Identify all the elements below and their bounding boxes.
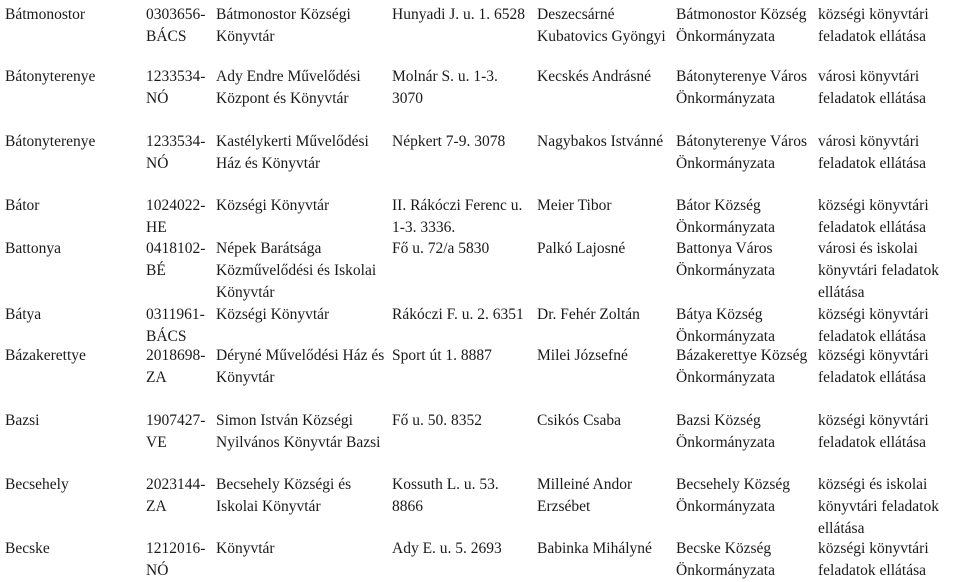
code-county: BÁCS (146, 328, 187, 345)
task-cell: községi és iskolai könyvtári feladatok ellátása (818, 476, 939, 537)
code-cell (146, 345, 214, 389)
town-cell: Bátonyterenye (5, 133, 96, 150)
code-county: BÉ (146, 262, 166, 279)
library-name-cell: Ady Endre Művelődési Központ és Könyvtár (216, 68, 361, 107)
code-cell (146, 410, 214, 454)
director-cell: Csikós Csaba (537, 412, 621, 429)
address-cell: Fő u. 72/a 5830 (392, 240, 490, 257)
code-number: 2018698- (146, 347, 206, 364)
address-cell: Hunyadi J. u. 1. 6528 (392, 6, 526, 23)
director-cell: Deszecsárné Kubatovics Gyöngyi (537, 6, 666, 45)
code-cell (146, 66, 214, 110)
operator-cell: Bátonyterenye Város Önkormányzata (676, 133, 807, 172)
task-cell: községi könyvtári feladatok ellátása (818, 6, 929, 45)
library-name-cell: Kastélykerti Művelődési Ház és Könyvtár (216, 133, 369, 172)
operator-cell: Bátmonostor Község Önkormányzata (676, 6, 807, 45)
task-cell: községi könyvtári feladatok ellátása (818, 412, 929, 451)
code-number: 0418102- (146, 240, 206, 257)
task-cell: városi könyvtári feladatok ellátása (818, 133, 927, 172)
operator-cell: Becske Község Önkormányzata (676, 540, 775, 579)
code-county: NÓ (146, 155, 169, 172)
address-cell: Sport út 1. 8887 (392, 347, 492, 364)
code-number: 1233534- (146, 68, 206, 85)
town-cell: Bátmonostor (5, 6, 86, 23)
town-cell: Battonya (5, 240, 61, 257)
code-cell (146, 4, 214, 48)
library-name-cell: Déryné Művelődési Ház és Könyvtár (216, 347, 385, 386)
operator-cell: Bázakerettye Község Önkormányzata (676, 347, 808, 386)
task-cell: városi könyvtári feladatok ellátása (818, 68, 927, 107)
address-cell: II. Rákóczi Ferenc u. 1-3. 3336. (392, 197, 523, 236)
code-cell (146, 474, 214, 518)
address-cell: Kossuth L. u. 53. 8866 (392, 476, 499, 515)
library-name-cell: Községi Könyvtár (216, 306, 330, 323)
address-cell: Rákóczi F. u. 2. 6351 (392, 306, 524, 323)
town-cell: Bátya (5, 306, 42, 323)
director-cell: Meier Tibor (537, 197, 612, 214)
code-county: NÓ (146, 90, 169, 107)
task-cell: városi és iskolai könyvtári feladatok ellátása (818, 240, 939, 301)
code-county: ZA (146, 369, 167, 386)
operator-cell: Bátor Község Önkormányzata (676, 197, 775, 236)
code-number: 2023144- (146, 476, 206, 493)
library-name-cell: Becsehely Községi és Iskolai Könyvtár (216, 476, 352, 515)
town-cell: Bátonyterenye (5, 68, 96, 85)
code-cell (146, 195, 214, 239)
task-cell: községi könyvtári feladatok ellátása (818, 540, 929, 579)
task-cell: községi könyvtári feladatok ellátása (818, 306, 929, 345)
code-number: 1024022- (146, 197, 206, 214)
task-cell: községi könyvtári feladatok ellátása (818, 197, 929, 236)
operator-cell: Becsehely Község Önkormányzata (676, 476, 791, 515)
director-cell: Dr. Fehér Zoltán (537, 306, 640, 323)
town-cell: Becske (5, 540, 50, 557)
address-cell: Ady E. u. 5. 2693 (392, 540, 502, 557)
library-name-cell: Könyvtár (216, 540, 275, 557)
operator-cell: Battonya Város Önkormányzata (676, 240, 775, 279)
code-county: ZA (146, 498, 167, 515)
library-name-cell: Simon István Községi Nyilvános Könyvtár Bazsi (216, 412, 381, 451)
director-cell: Kecskés Andrásné (537, 68, 652, 85)
code-cell (146, 238, 214, 282)
code-number: 1212016- (146, 540, 206, 557)
town-cell: Bázakerettye (5, 347, 86, 364)
code-number: 0311961- (146, 306, 205, 323)
director-cell: Babinka Mihályné (537, 540, 652, 557)
town-cell: Bátor (5, 197, 40, 214)
code-county: NÓ (146, 562, 169, 579)
code-county: BÁCS (146, 28, 187, 45)
code-cell (146, 538, 214, 582)
director-cell: Milei Józsefné (537, 347, 628, 364)
director-cell: Nagybakos Istvánné (537, 133, 664, 150)
operator-cell: Bátonyterenye Város Önkormányzata (676, 68, 807, 107)
director-cell: Palkó Lajosné (537, 240, 626, 257)
director-cell: Milleiné Andor Erzsébet (537, 476, 633, 515)
library-name-cell: Bátmonostor Községi Könyvtár (216, 6, 351, 45)
code-cell (146, 304, 214, 348)
task-cell: községi könyvtári feladatok ellátása (818, 347, 929, 386)
code-number: 1907427- (146, 412, 206, 429)
operator-cell: Bátya Község Önkormányzata (676, 306, 775, 345)
address-cell: Molnár S. u. 1-3. 3070 (392, 68, 498, 107)
town-cell: Becsehely (5, 476, 69, 493)
code-number: 0303656- (146, 6, 206, 23)
address-cell: Fő u. 50. 8352 (392, 412, 482, 429)
library-name-cell: Népek Barátsága Közművelődési és Iskolai Könyvtár (216, 240, 377, 301)
code-cell (146, 131, 214, 175)
code-county: HE (146, 219, 167, 236)
code-county: VE (146, 434, 167, 451)
town-cell: Bazsi (5, 412, 40, 429)
code-number: 1233534- (146, 133, 206, 150)
operator-cell: Bazsi Község Önkormányzata (676, 412, 775, 451)
address-cell: Népkert 7-9. 3078 (392, 133, 506, 150)
library-name-cell: Községi Könyvtár (216, 197, 330, 214)
